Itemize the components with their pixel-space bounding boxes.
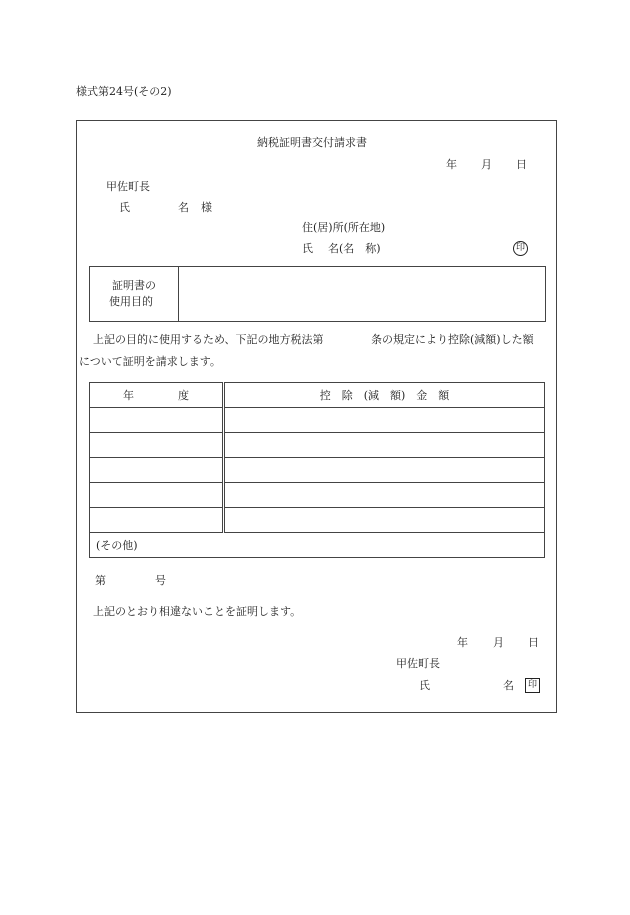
addressee: 甲佐町長 (106, 180, 150, 193)
certifier-mei: 名 (503, 679, 514, 692)
table-row (90, 408, 545, 433)
table-header-row (90, 383, 545, 408)
certify-text: 上記のとおり相違ないことを証明します。 (93, 605, 302, 618)
request-text-line1a: 上記の目的に使用するため、下記の地方税法第 (93, 333, 324, 346)
certificate-no-go: 号 (155, 574, 166, 587)
deduction-table (89, 382, 545, 558)
addressee-mei: 名 (178, 201, 189, 214)
seal-mark: 印 (525, 678, 540, 693)
other-label: (その他) (90, 533, 545, 558)
purpose-label-cell (90, 267, 179, 321)
request-text-line2: について証明を請求します。 (79, 355, 221, 368)
purpose-label-line1: 証明書の (112, 279, 156, 292)
year-cell (90, 483, 224, 508)
certifier-shi: 氏 (419, 679, 430, 692)
applicant-name-label: 名(名 称) (328, 242, 381, 255)
bottom-date-month-label: 月 (493, 636, 504, 649)
addressee-shi: 氏 (119, 201, 130, 214)
addressee-sama: 様 (201, 201, 212, 214)
amount-cell (224, 458, 545, 483)
date-month-label: 月 (481, 158, 492, 171)
table-row (90, 458, 545, 483)
year-cell (90, 508, 224, 533)
applicant-address-label: 住(居)所(所在地) (302, 221, 386, 234)
amount-cell (224, 433, 545, 458)
purpose-box (89, 266, 546, 322)
form-title: 納税証明書交付請求書 (257, 136, 367, 149)
bottom-date-day-label: 日 (528, 636, 539, 649)
table-row (90, 433, 545, 458)
year-cell (90, 433, 224, 458)
header-amount: 控 除 (減 額) 金 額 (224, 383, 545, 408)
amount-cell (224, 508, 545, 533)
amount-cell (224, 408, 545, 433)
amount-cell (224, 483, 545, 508)
header-year: 年 度 (90, 383, 224, 408)
table-row (90, 483, 545, 508)
table-row (90, 508, 545, 533)
table-other-row (90, 533, 545, 558)
form-number: 様式第24号(その2) (76, 85, 172, 98)
applicant-seal (513, 241, 528, 256)
year-cell (90, 458, 224, 483)
year-cell (90, 408, 224, 433)
certificate-no-dai: 第 (95, 574, 106, 587)
date-day-label: 日 (516, 158, 527, 171)
request-text-line1b: 条の規定により控除(減額)した額 (371, 333, 534, 346)
purpose-label-line2: 使用目的 (109, 295, 153, 308)
seal-mark: 印 (513, 241, 528, 256)
bottom-date-year-label: 年 (457, 636, 468, 649)
certifier-title: 甲佐町長 (396, 657, 440, 670)
certifier-seal (525, 678, 540, 693)
date-year-label: 年 (446, 158, 457, 171)
applicant-name-shi: 氏 (302, 242, 313, 255)
